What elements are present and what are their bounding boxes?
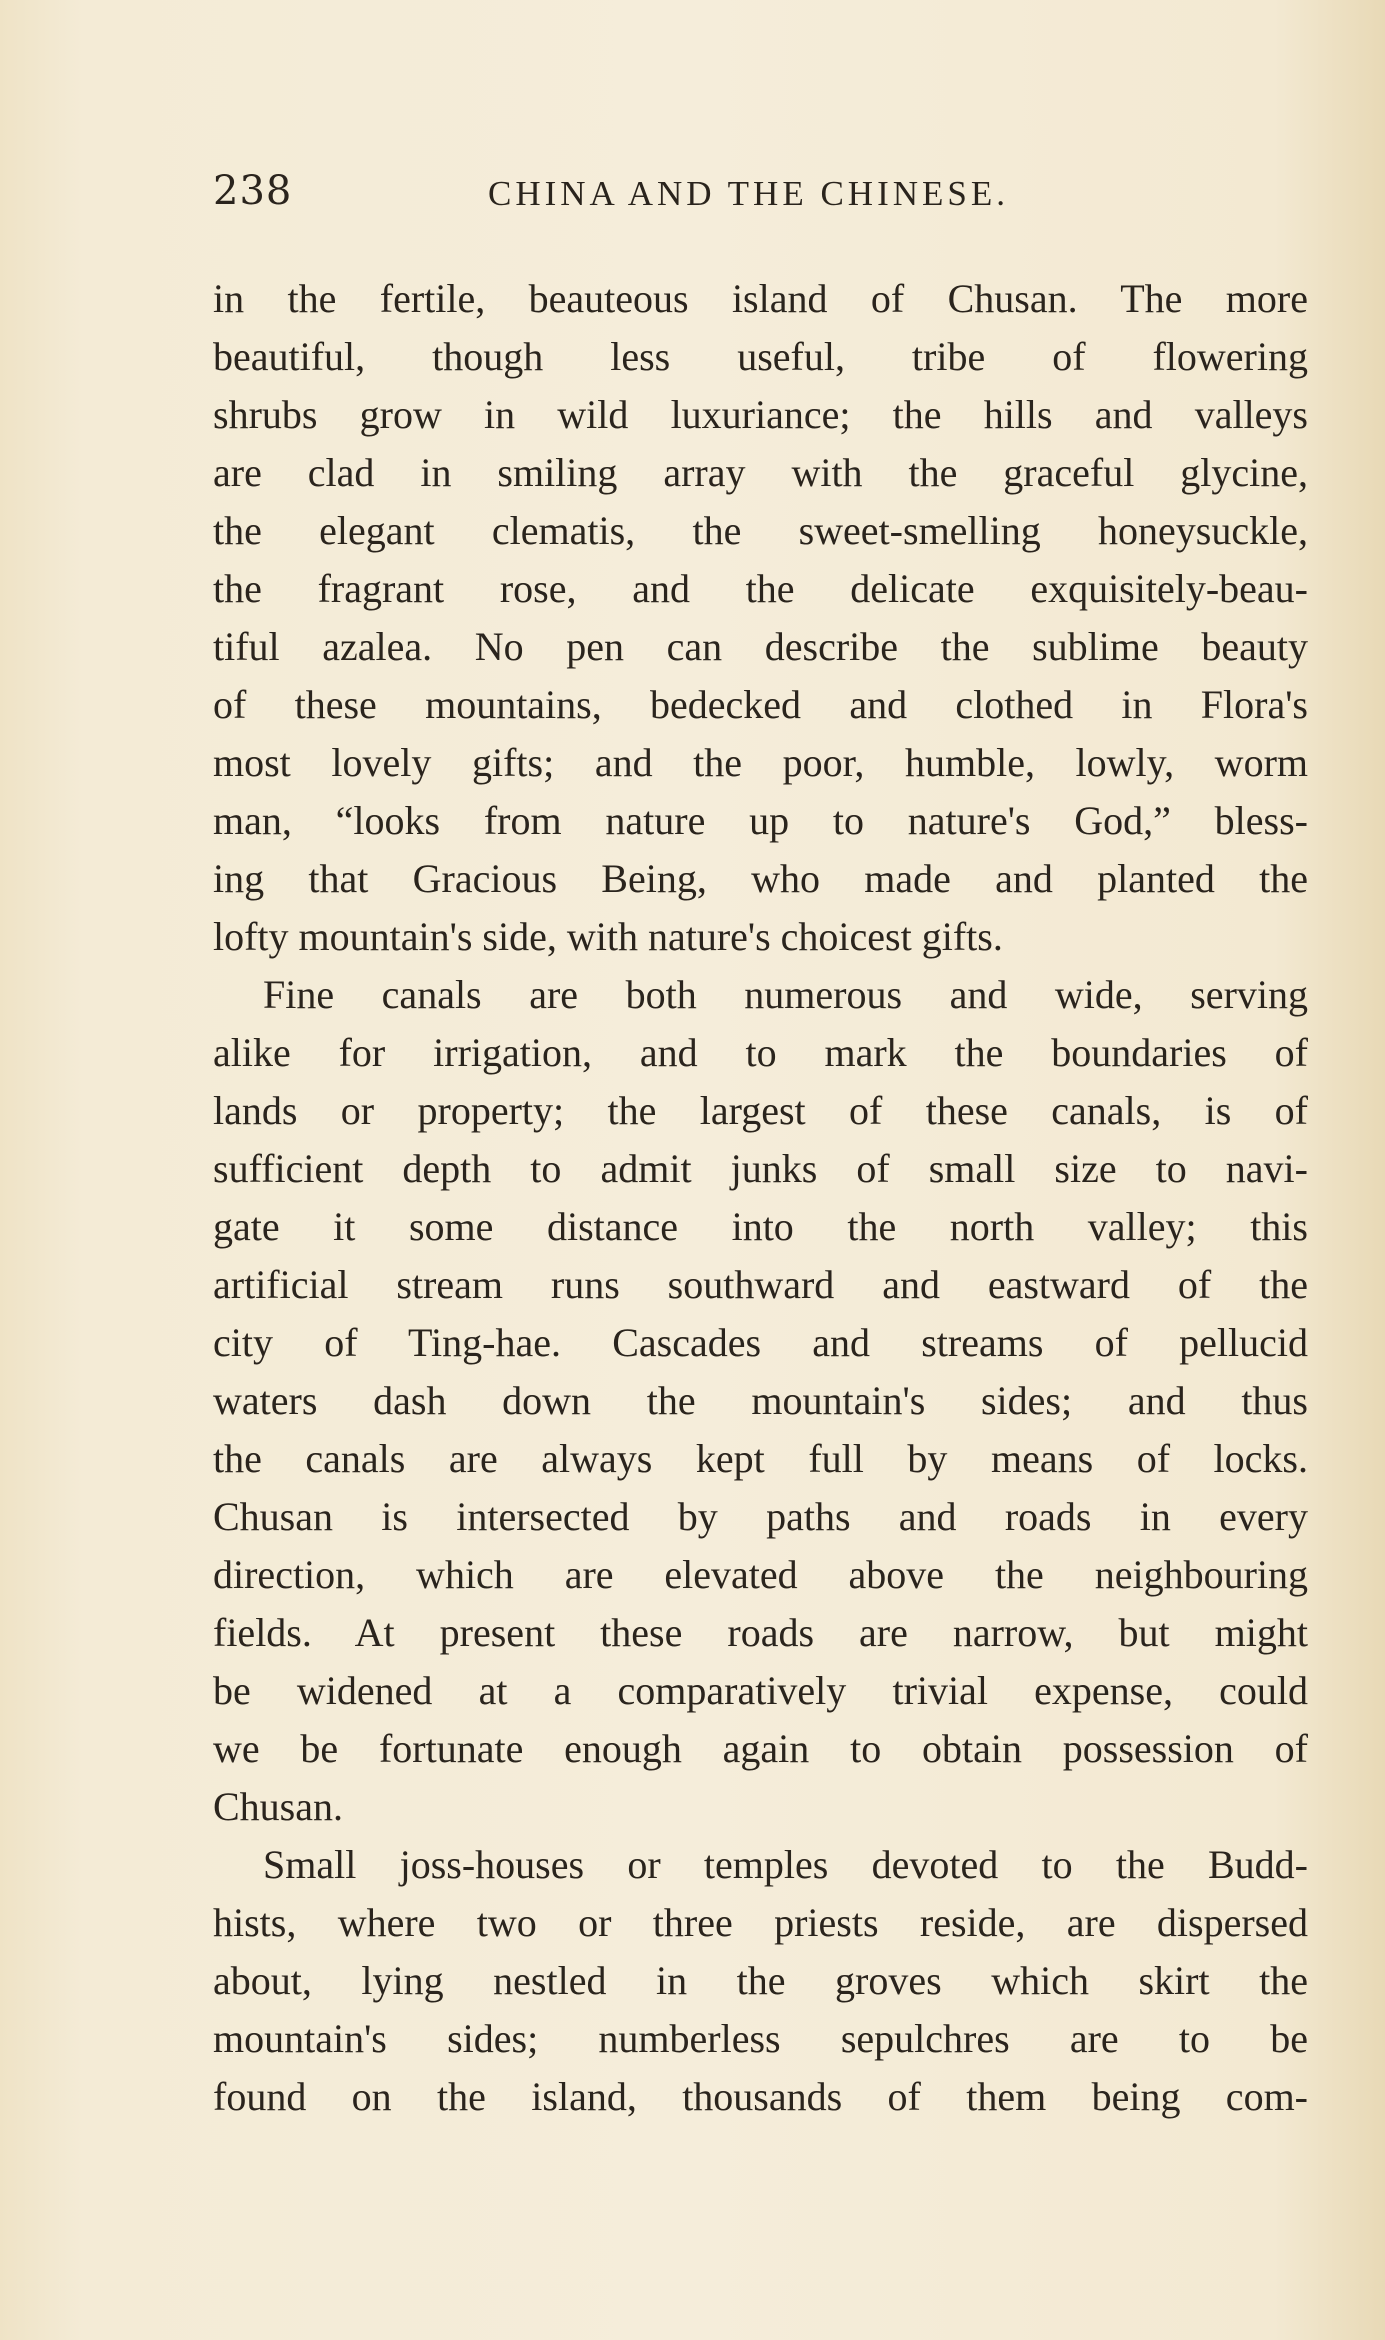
paragraph-3: [213, 1836, 1308, 2126]
body-text: [213, 270, 1308, 2126]
text-line: artificial stream runs southward and eastward of the: [213, 1262, 1308, 1307]
text-line: beautiful, though less useful, tribe of flowering: [213, 334, 1308, 379]
text-line: be widened at a comparatively trivial expense, could: [213, 1668, 1308, 1713]
text-line: we be fortunate enough again to obtain possession of: [213, 1726, 1308, 1771]
text-line: city of Ting-hae. Cascades and streams of pellucid: [213, 1320, 1308, 1365]
text-line: the fragrant rose, and the delicate exquisitely-beau-: [213, 566, 1308, 611]
text-line: sufficient depth to admit junks of small size to navi-: [213, 1146, 1308, 1191]
text-line: lands or property; the largest of these canals, is of: [213, 1088, 1308, 1133]
text-line: in the fertile, beauteous island of Chusan. The more: [213, 276, 1308, 321]
page-number: 238: [213, 168, 293, 214]
text-line: hists, where two or three priests reside, are dispersed: [213, 1900, 1308, 1945]
text-line: ing that Gracious Being, who made and planted the: [213, 856, 1308, 901]
text-line: Chusan is intersected by paths and roads in every: [213, 1494, 1308, 1539]
text-line: are clad in smiling array with the graceful glycine,: [213, 450, 1308, 495]
text-line: waters dash down the mountain's sides; and thus: [213, 1378, 1308, 1423]
text-line: lofty mountain's side, with nature's choicest gifts.: [213, 914, 1003, 959]
text-line: Small joss-houses or temples devoted to the Budd-: [263, 1842, 1308, 1887]
text-line: shrubs grow in wild luxuriance; the hills and valleys: [213, 392, 1308, 437]
text-line: of these mountains, bedecked and clothed in Flora's: [213, 682, 1308, 727]
text-line: gate it some distance into the north valley; this: [213, 1204, 1308, 1249]
text-line: direction, which are elevated above the neighbouring: [213, 1552, 1308, 1597]
text-line: fields. At present these roads are narrow, but might: [213, 1610, 1308, 1655]
text-line: Chusan.: [213, 1784, 343, 1829]
text-line: about, lying nestled in the groves which skirt the: [213, 1958, 1308, 2003]
text-line: tiful azalea. No pen can describe the sublime beauty: [213, 624, 1308, 669]
running-title: CHINA AND THE CHINESE.: [488, 174, 1009, 213]
text-line: man, “looks from nature up to nature's God,” bless-: [213, 798, 1308, 843]
text-line: Fine canals are both numerous and wide, serving: [263, 972, 1308, 1017]
text-line: found on the island, thousands of them being com-: [213, 2074, 1308, 2119]
text-line: the canals are always kept full by means of locks.: [213, 1436, 1308, 1481]
text-line: alike for irrigation, and to mark the boundaries of: [213, 1030, 1308, 1075]
page-header: [213, 168, 1308, 228]
text-line: the elegant clematis, the sweet-smelling honeysuckle,: [213, 508, 1308, 553]
text-line: most lovely gifts; and the poor, humble, lowly, worm: [213, 740, 1308, 785]
text-line: mountain's sides; numberless sepulchres are to be: [213, 2016, 1308, 2061]
paragraph-1: [213, 270, 1308, 966]
paragraph-2: [213, 966, 1308, 1836]
